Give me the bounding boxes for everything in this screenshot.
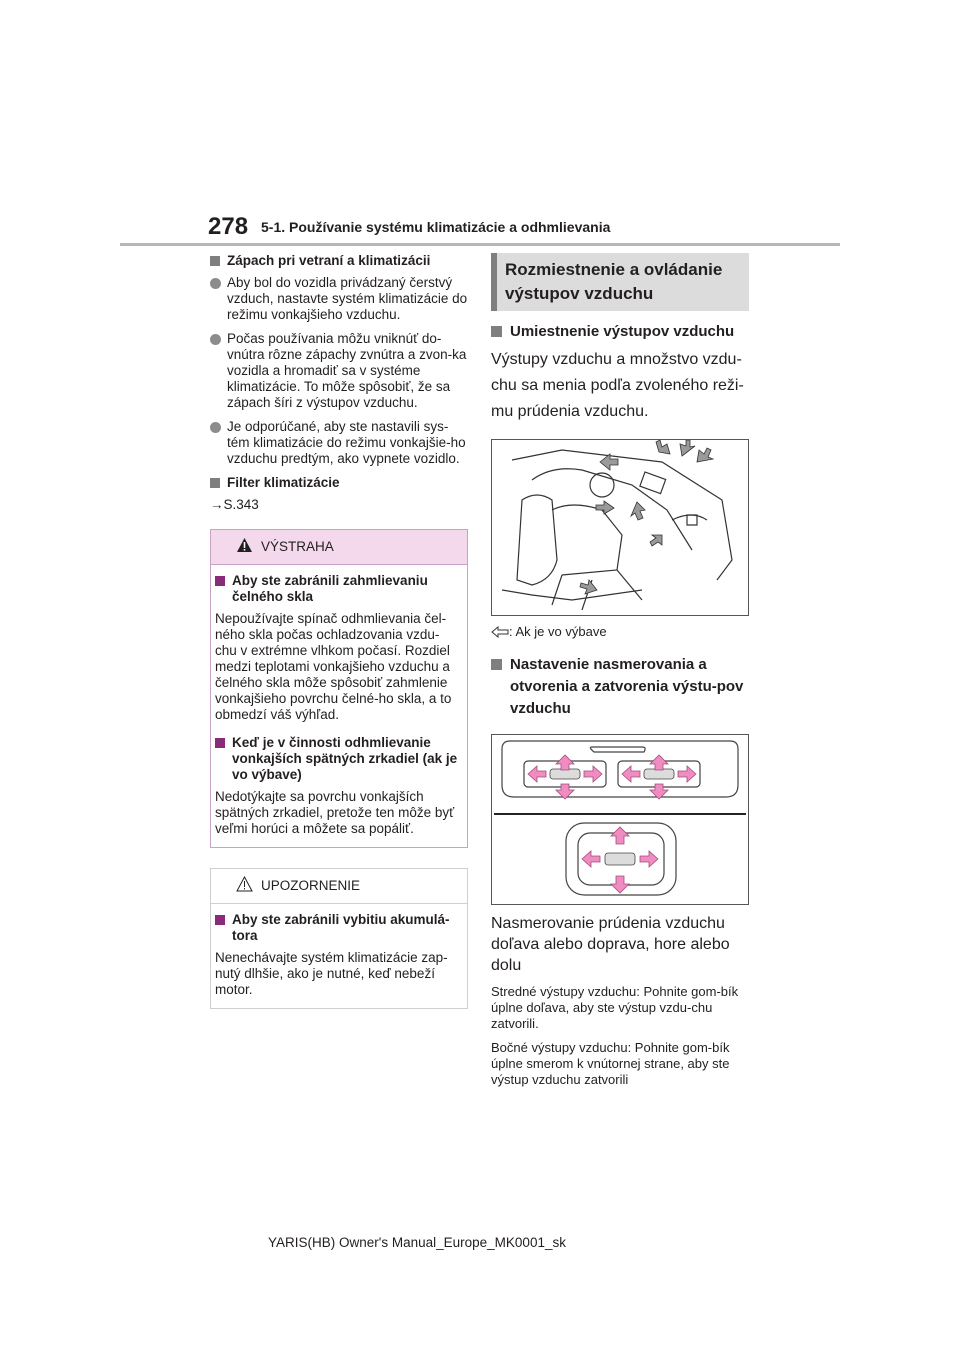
footer-text: YARIS(HB) Owner's Manual_Europe_MK0001_sk <box>268 1235 566 1250</box>
filter-heading: Filter klimatizácie <box>210 475 468 491</box>
outlet-location-text: Výstupy vzduchu a množstvo vzdu-chu sa menia podľa zvoleného reži-mu prúdenia vzduchu. <box>491 351 744 420</box>
center-vent-note: Stredné výstupy vzduchu: Pohnite gom-bík úplne doľava, aby ste výstup vzdu-chu zatvorili. <box>491 984 739 1031</box>
dashboard-illustration <box>491 439 749 616</box>
side-vent-note: Bočné výstupy vzduchu: Pohnite gom-bík úplne smerom k vnútornej strane, aby ste výstup vzduchu zatvorili <box>491 1040 730 1087</box>
round-bullet-icon <box>210 278 221 289</box>
section-title: 5-1. Používanie systému klimatizácie a odhmlievania <box>261 219 611 235</box>
odor-heading: Zápach pri vetraní a klimatizácii <box>210 253 468 269</box>
warning-text: Nedotýkajte sa povrchu vonkajších spätných zrkadiel, pretože ten môže byť veľmi horúci a môžete sa popáliť. <box>215 789 455 836</box>
round-bullet-icon <box>210 334 221 345</box>
square-bullet-icon <box>210 478 220 488</box>
square-bullet-icon <box>491 659 502 670</box>
header-rule <box>120 243 840 246</box>
left-column <box>210 253 468 1009</box>
caution-subheading: Aby ste zabránili vybitiu akumulá-tora <box>215 912 461 944</box>
square-bullet-icon <box>210 256 220 266</box>
warning-triangle-icon <box>236 537 253 553</box>
right-column <box>491 253 749 1088</box>
warning-subheading: Keď je v činnosti odhmlievanie vonkajších spätných zrkadiel (ak je vo výbave) <box>215 735 461 783</box>
square-bullet-icon <box>491 326 502 337</box>
caution-box <box>210 868 468 1009</box>
square-bullet-icon <box>215 576 225 586</box>
outlet-adjust-heading: Nastavenie nasmerovania a otvorenia a zatvorenia výstu-pov vzduchu <box>491 654 749 720</box>
caution-triangle-icon <box>236 876 253 892</box>
direction-text: Nasmerovanie prúdenia vzduchu doľava alebo doprava, hore alebo dolu <box>491 915 730 974</box>
warning-subheading: Aby ste zabránili zahmlievaniu čelného skla <box>215 573 461 605</box>
warning-box <box>210 529 468 848</box>
warning-text: Nepoužívajte spínač odhmlievania čel-ného skla počas ochladzovania vzdu-chu v extrémne vlhkom počasí. Rozdiel medzi teplotami vonkajšieho vzduchu a čelného skla môže spôsobiť zahmlenie vonkajšieho povrchu čelné-ho skla, a to obmedzí váš výhľad. <box>215 611 452 722</box>
filter-reference-link[interactable]: →S.343 <box>210 497 259 512</box>
legend: : Ak je vo výbave <box>491 624 749 640</box>
caution-header <box>211 869 467 904</box>
main-heading: Rozmiestnenie a ovládanie výstupov vzduchu <box>491 253 749 311</box>
warning-header <box>211 530 467 565</box>
square-bullet-icon <box>215 915 225 925</box>
page-number: 278 <box>208 213 249 240</box>
air-vents-drawing <box>492 735 748 904</box>
round-bullet-icon <box>210 422 221 433</box>
warning-label: VÝSTRAHA <box>261 539 334 554</box>
caution-text: Nenechávajte systém klimatizácie zap-nutý dlhšie, ako je nutné, keď nebeží motor. <box>215 950 448 997</box>
caution-label: UPOZORNENIE <box>261 878 361 893</box>
outlet-location-heading: Umiestnenie výstupov vzduchu <box>491 321 749 342</box>
square-bullet-icon <box>215 738 225 748</box>
list-item: Počas používania môžu vniknúť do-vnútra rôzne zápachy zvnútra a zvon-ka vozidla a hromadiť sa v systéme klimatizácie. To môže spôsobiť, že sa zápach šíri z výstupov vzduchu. <box>210 331 468 411</box>
vents-illustration <box>491 734 749 905</box>
list-item: Je odporúčané, aby ste nastavili sys-tém klimatizácie do režimu vonkajšie-ho vzduchu predtým, ako vypnete vozidlo. <box>210 419 468 467</box>
optional-arrow-icon <box>491 626 509 638</box>
car-interior-drawing <box>492 440 748 615</box>
list-item: Aby bol do vozidla privádzaný čerstvý vzduch, nastavte systém klimatizácie do režimu vonkajšieho vzduchu. <box>210 275 468 323</box>
